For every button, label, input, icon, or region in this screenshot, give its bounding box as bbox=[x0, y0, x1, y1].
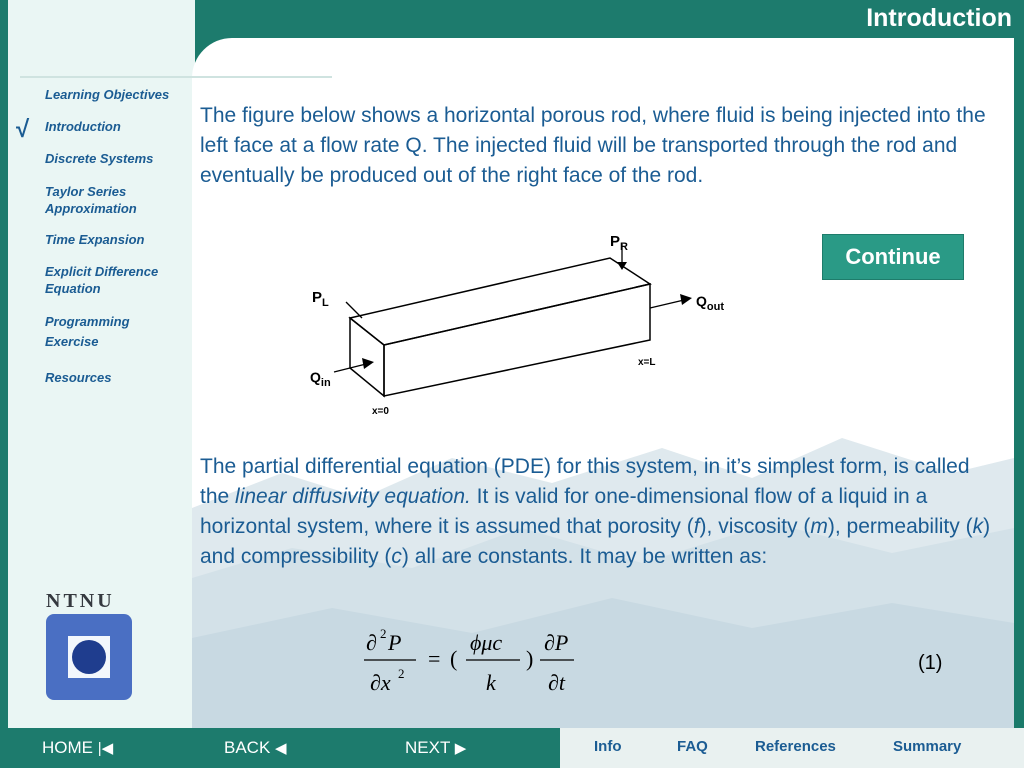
viscosity-symbol: m bbox=[810, 515, 828, 538]
equation-number: (1) bbox=[918, 652, 943, 674]
pde-paragraph bbox=[200, 452, 1000, 572]
svg-text:∂P: ∂P bbox=[544, 630, 569, 655]
permeability-symbol: k bbox=[972, 515, 984, 538]
home-label: HOME bbox=[42, 738, 93, 757]
sidebar-item-resources[interactable]: Resources bbox=[45, 370, 112, 385]
faq-link[interactable]: FAQ bbox=[677, 738, 708, 755]
porosity-symbol: f bbox=[693, 515, 700, 538]
svg-text:∂: ∂ bbox=[366, 630, 377, 655]
pde-text-5: ) and compressibility ( bbox=[200, 515, 991, 568]
ntnu-logo-text: NTNU bbox=[46, 590, 115, 612]
compressibility-symbol: c bbox=[391, 545, 402, 568]
pde-text-6: ) all are constants. It may be written as: bbox=[401, 545, 768, 568]
back-button[interactable] bbox=[224, 738, 287, 758]
logo-circle bbox=[72, 640, 106, 674]
pde-text-3: ), viscosity ( bbox=[699, 515, 811, 538]
next-arrow-icon: ▶ bbox=[454, 740, 467, 757]
pl-label: $P_L$ bbox=[312, 289, 329, 309]
qout-arrow bbox=[650, 300, 684, 308]
xl-label: x=L bbox=[638, 357, 656, 368]
svg-text:k: k bbox=[486, 670, 496, 695]
sidebar-item-programming-exercise[interactable]: Programming Exercise bbox=[45, 314, 130, 349]
sidebar-edge bbox=[0, 0, 8, 728]
back-label: BACK bbox=[224, 738, 271, 757]
pl-arrow bbox=[346, 302, 362, 318]
back-arrow-icon: ◀ bbox=[275, 740, 287, 757]
diffusivity-equation bbox=[360, 622, 590, 702]
sidebar-item-taylor-series[interactable]: Taylor Series Approximation bbox=[45, 184, 137, 216]
page-title: Introduction bbox=[866, 4, 1012, 32]
ntnu-logo bbox=[46, 614, 132, 700]
svg-text:∂t: ∂t bbox=[548, 670, 565, 695]
porous-rod-diagram bbox=[300, 228, 740, 428]
info-link[interactable]: Info bbox=[594, 738, 622, 755]
references-link[interactable]: References bbox=[755, 738, 836, 755]
sidebar-item-learning-objectives[interactable]: Learning Objectives bbox=[45, 87, 170, 102]
x0-label: x=0 bbox=[372, 406, 389, 417]
pde-italic: linear diffusivity equation. bbox=[235, 485, 471, 508]
svg-text:∂x: ∂x bbox=[370, 670, 391, 695]
qout-label: $Q_{out}$ bbox=[696, 293, 724, 313]
pde-text-4: ), permeability ( bbox=[827, 515, 973, 538]
sidebar-item-introduction[interactable]: Introduction bbox=[45, 119, 121, 134]
home-icon: |◀ bbox=[97, 740, 114, 757]
sidebar-item-discrete-systems[interactable]: Discrete Systems bbox=[45, 151, 154, 166]
divider bbox=[20, 76, 332, 78]
svg-text:): ) bbox=[526, 646, 534, 671]
intro-paragraph: The figure below shows a horizontal porous rod, where fluid is being injected into the left face at a flow rate Q. The injected fluid will be transported through the rod and eventually be produced out of the right face of the rod. bbox=[200, 104, 986, 187]
summary-link[interactable]: Summary bbox=[893, 738, 962, 755]
pde-text-2: It is valid for one-dimensional flow of a liquid in a horizontal system, where it is assumed that porosity ( bbox=[200, 485, 928, 538]
svg-text:2: 2 bbox=[398, 666, 405, 681]
next-button[interactable] bbox=[405, 738, 466, 758]
svg-text:2: 2 bbox=[380, 626, 387, 641]
svg-text:(: ( bbox=[450, 646, 458, 671]
pr-label: $P_R$ bbox=[610, 233, 628, 253]
qin-label: $Q_{in}$ bbox=[310, 369, 331, 389]
svg-text:P: P bbox=[388, 630, 402, 655]
logo-square bbox=[68, 636, 110, 678]
home-button[interactable] bbox=[42, 738, 113, 758]
next-label: NEXT bbox=[405, 738, 451, 757]
current-page-check-icon: √ bbox=[16, 116, 30, 143]
svg-text:ϕμc: ϕμc bbox=[470, 630, 503, 655]
pde-text-1: The partial differential equation (PDE) for this system, in it’s simplest form, is called the bbox=[200, 455, 970, 508]
svg-text:=: = bbox=[428, 646, 441, 671]
sidebar-item-explicit-difference[interactable]: Explicit Difference Equation bbox=[45, 264, 159, 296]
continue-button[interactable]: Continue bbox=[822, 234, 964, 280]
sidebar-item-time-expansion[interactable]: Time Expansion bbox=[45, 232, 145, 247]
